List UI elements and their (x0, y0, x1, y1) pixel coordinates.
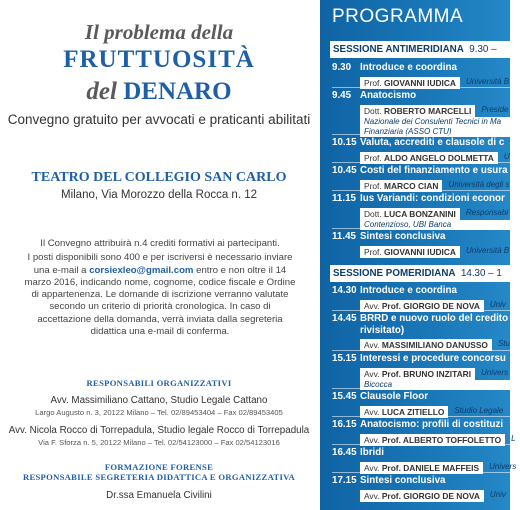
item-title: Sintesi conclusiva (360, 475, 446, 486)
speaker-role: Prof. (364, 180, 382, 191)
item-title-cont: rivisitato) (360, 324, 405, 336)
venue-name: TEATRO DEL COLLEGIO SAN CARLO (31, 170, 287, 185)
program-item (332, 231, 510, 258)
session-afternoon-name: SESSIONE POMERIDIANA (333, 268, 456, 279)
item-title: BRRD e nuovo ruolo del credito (360, 313, 509, 324)
organizer-1-address: Largo Augusto n. 3, 20122 Milano – Tel. 02/89453404 – Fax 02/89453405 (35, 408, 283, 417)
program-item (332, 419, 516, 446)
item-time: 10.45 (332, 165, 357, 176)
program-item (332, 353, 510, 390)
program-item (332, 90, 510, 137)
speaker-affiliation: Univers (489, 461, 517, 471)
organizer-2-name: Avv. Nicola Rocco di Torrepadula, Studio legale Rocco di Torrepadula (8, 425, 310, 436)
speaker-role: Prof. (364, 152, 382, 163)
speaker-name: Prof. GIORGIO DE NOVA (381, 300, 480, 311)
speaker-name: ALDO ANGELO DOLMETTA (384, 152, 494, 163)
speaker-role: Avv. (364, 434, 380, 445)
speaker-pill (360, 368, 475, 380)
item-time: 9.45 (332, 90, 352, 101)
program-item (332, 313, 510, 351)
item-title: Sintesi conclusiva (360, 231, 446, 242)
registration-text-part1: I posti disponibili sono 400 e per iscriversi è necessario inviare una e-mail a (27, 252, 293, 276)
divider (332, 87, 510, 88)
speaker-affiliation: Università degli s (448, 179, 510, 189)
divider (332, 134, 510, 135)
item-time: 9.30 (332, 62, 352, 73)
speaker-name: MARCO CIAN (384, 180, 439, 191)
item-title: Ius Variandi: condizioni econor (360, 193, 505, 204)
affiliation-line: Contenzioso, UBI Banca (360, 220, 510, 230)
item-title: Anatocismo (360, 90, 417, 101)
program-item (332, 391, 510, 418)
session-afternoon-time: 14.30 – 1 (460, 268, 502, 279)
program-item (332, 447, 517, 474)
speaker-name: Prof. DANIELE MAFFEIS (381, 462, 480, 473)
program-item (332, 193, 510, 230)
divider (332, 190, 510, 191)
speaker-affiliation: Responsabi (465, 207, 509, 217)
item-title: Introduce e coordina (360, 285, 457, 296)
item-title: Ibridi (360, 447, 384, 458)
speaker-name: GIOVANNI IUDICA (384, 77, 456, 88)
speaker-role: Prof. (364, 246, 382, 257)
speaker-affiliation: Univers (481, 367, 509, 377)
speaker-name: Prof. BRUNO INZITARI (381, 368, 472, 379)
speaker-affiliation: Univ (489, 299, 506, 309)
organizers-heading: RESPONSABILI ORGANIZZATIVI (86, 378, 232, 388)
organizer-1-name: Avv. Massimiliano Cattano, Studio Legale Cattano (50, 395, 268, 406)
speaker-role: Avv. (364, 490, 380, 501)
organizer-2-address: Via F. Sforza n. 5, 20122 Milano – Tel. 02/54123000 – Fax 02/54123016 (38, 438, 280, 447)
item-time: 14.45 (332, 313, 357, 324)
item-time: 16.15 (332, 419, 357, 430)
speaker-affiliation: Univ (489, 489, 506, 499)
subtitle: Convegno gratuito per avvocati e praticanti abilitati (7, 112, 311, 127)
speaker-name: GIOVANNI IUDICA (384, 246, 456, 257)
registration-info (24, 238, 296, 338)
speaker-role: Avv. (364, 462, 380, 473)
item-title: Introduce e coordina (360, 62, 457, 73)
title-line-2: FRUTTUOSITÀ (63, 46, 255, 73)
program-item (332, 165, 510, 192)
speaker-name: Prof. ALBERTO TOFFOLETTO (381, 434, 502, 445)
affiliation-line: Nazionale dei Consulenti Tecnici in Ma (360, 117, 510, 127)
session-morning-header (330, 41, 520, 58)
formazione-heading: FORMAZIONE FORENSE (104, 462, 214, 472)
item-time: 11.15 (332, 193, 356, 204)
speaker-name: LUCA ZITIELLO (381, 406, 445, 417)
affiliation-line: Finanziaria (ASSO CTU) (360, 127, 510, 137)
speaker-pill (360, 490, 484, 502)
divider (332, 310, 510, 311)
divider (332, 416, 510, 417)
divider (332, 228, 510, 229)
item-title: Anatocismo: profili di costituzi (360, 419, 504, 430)
item-time: 11.45 (332, 231, 356, 242)
speaker-role: Dott. (364, 208, 382, 219)
item-time: 10.15 (332, 137, 357, 148)
speaker-role: Dott. (364, 105, 382, 116)
speaker-name: MASSIMILIANO DANUSSO (381, 340, 488, 350)
session-afternoon-header (330, 265, 520, 282)
item-time: 14.30 (332, 285, 357, 296)
item-time: 15.45 (332, 391, 357, 402)
speaker-affiliation: U (503, 151, 510, 161)
session-morning-time: 9.30 – (469, 44, 497, 55)
speaker-affiliation: Studio Legale (454, 405, 504, 415)
item-time: 15.15 (332, 353, 357, 364)
program-item (332, 285, 510, 312)
affiliation-line: Bicocca (360, 380, 510, 390)
speaker-role: Prof. (364, 77, 382, 88)
item-title: Valuta, accrediti e clausole di c (360, 137, 505, 148)
speaker-affiliation: L (511, 433, 516, 443)
item-title: Interessi e procedure concorsu (360, 353, 506, 364)
speaker-role: Avv. (364, 300, 380, 311)
speaker-role: Avv. (364, 340, 380, 350)
speaker-pill (360, 246, 460, 258)
registration-email-link[interactable]: corsiexleo@gmail.com (89, 264, 194, 276)
item-time: 16.45 (332, 447, 357, 458)
divider (332, 444, 510, 445)
session-morning-name: SESSIONE ANTIMERIDIANA (333, 44, 464, 55)
segreteria-heading: RESPONSABILE SEGRETERIA DIDATTICA E ORGANIZZATIVA (22, 472, 296, 482)
title-line-3-prefix: del (86, 78, 117, 105)
credits-text: Il Convegno attribuirà n.4 crediti formativi ai partecipanti. (40, 238, 280, 249)
title-line-3-main: DENARO (123, 78, 232, 105)
divider (332, 350, 510, 351)
divider (332, 162, 510, 163)
speaker-affiliation: Università B (465, 245, 510, 255)
item-title: Costi del finanziamento e usura (360, 165, 508, 176)
program-title: PROGRAMMA (332, 6, 464, 27)
speaker-role: Avv. (364, 406, 380, 417)
divider (332, 388, 510, 389)
item-title: Clausole Floor (360, 391, 429, 402)
item-time: 17.15 (332, 475, 357, 486)
program-item (332, 62, 510, 89)
program-item (332, 137, 510, 164)
title-line-3 (0, 78, 318, 106)
divider (332, 472, 510, 473)
speaker-name: ROBERTO MARCELLI (384, 105, 472, 116)
title-line-1: Il problema della (84, 20, 234, 44)
speaker-affiliation: Preside (481, 104, 509, 114)
program-panel (320, 0, 517, 510)
speaker-role: Avv. (364, 368, 380, 379)
registration-text-part2: entro e non oltre il 14 marzo 2016, indicando nome, cognome, codice fiscale e Ordine di appartenenza. Le domande di iscrizione verranno valutate secondo un criterio di priorità cronologica. In caso di accettazione della domanda, verrà inviata dalla segreteria didattica una e-mail di conferma. (24, 264, 296, 338)
speaker-affiliation: Università B (465, 76, 510, 86)
speaker-pill (360, 105, 475, 117)
program-item (332, 475, 510, 502)
speaker-name: Prof. GIORGIO DE NOVA (381, 490, 480, 501)
speaker-affiliation: Stu (497, 339, 510, 348)
segreteria-name: Dr.ssa Emanuela Civilini (106, 490, 212, 501)
speaker-pill (360, 208, 460, 220)
registration-text (24, 252, 296, 338)
venue-address: Milano, Via Morozzo della Rocca n. 12 (60, 189, 258, 201)
speaker-name: LUCA BONZANINI (384, 208, 456, 219)
